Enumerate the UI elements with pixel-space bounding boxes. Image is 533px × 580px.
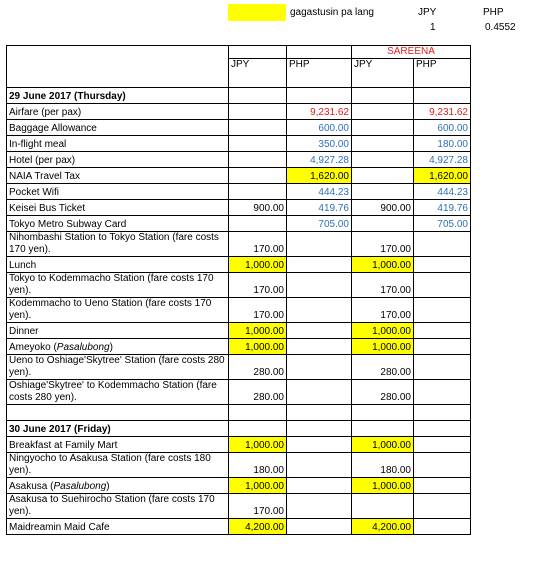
php-cell: 705.00 <box>287 216 352 232</box>
jpy-cell <box>352 152 414 168</box>
table-row <box>7 104 471 120</box>
jpy-cell: 170.00 <box>229 494 287 519</box>
table-row <box>7 453 471 478</box>
item-description: Tokyo Metro Subway Card <box>7 216 229 232</box>
table-row <box>7 273 471 298</box>
jpy-cell: 1,000.00 <box>352 478 414 494</box>
blank-cell <box>414 405 471 421</box>
jpy-cell: 1,000.00 <box>229 339 287 355</box>
php-cell <box>287 494 352 519</box>
table-row <box>7 152 471 168</box>
blank-cell <box>414 88 471 104</box>
jpy-cell: 180.00 <box>229 453 287 478</box>
php-cell: 1,620.00 <box>414 168 471 184</box>
blank-cell <box>414 421 471 437</box>
jpy-column-header: JPY <box>352 59 414 88</box>
php-cell: 9,231.62 <box>287 104 352 120</box>
item-description-end: ) <box>106 481 110 492</box>
item-description: Asakusa to Suehirocho Station (fare costs 170 yen). <box>7 494 229 519</box>
php-cell <box>414 494 471 519</box>
jpy-cell <box>352 184 414 200</box>
jpy-cell <box>229 168 287 184</box>
spacer-row <box>7 405 471 421</box>
blank-cell <box>352 88 414 104</box>
table-header-row <box>7 46 471 59</box>
blank-cell <box>287 46 352 59</box>
table-row <box>7 355 471 380</box>
blank-cell <box>229 421 287 437</box>
php-cell <box>287 339 352 355</box>
table-row <box>7 168 471 184</box>
item-description: Pocket Wifi <box>7 184 229 200</box>
item-description: Dinner <box>7 323 229 339</box>
blank-cell <box>7 405 229 421</box>
jpy-cell: 180.00 <box>352 453 414 478</box>
table-row <box>7 232 471 257</box>
table-row <box>7 184 471 200</box>
blank-cell <box>287 405 352 421</box>
php-cell <box>287 437 352 453</box>
php-column-header: PHP <box>414 59 471 88</box>
jpy-header-label: JPY <box>418 7 437 18</box>
php-rate: 0.4552 <box>485 22 516 33</box>
php-cell <box>414 355 471 380</box>
day-title: 30 June 2017 (Friday) <box>7 421 229 437</box>
day-title: 29 June 2017 (Thursday) <box>7 88 229 104</box>
table-row <box>7 298 471 323</box>
item-description-main: Ameyoko ( <box>9 342 57 353</box>
item-description: Oshiage'Skytree' to Kodemmacho Station (fare costs 280 yen). <box>7 380 229 405</box>
table-row <box>7 136 471 152</box>
item-description: Breakfast at Family Mart <box>7 437 229 453</box>
php-cell <box>287 273 352 298</box>
jpy-cell: 1,000.00 <box>229 323 287 339</box>
table-row <box>7 494 471 519</box>
php-cell: 444.23 <box>414 184 471 200</box>
jpy-cell: 1,000.00 <box>229 437 287 453</box>
jpy-cell: 170.00 <box>352 298 414 323</box>
item-description: Keisei Bus Ticket <box>7 200 229 216</box>
jpy-cell <box>352 494 414 519</box>
person-name: SAREENA <box>352 46 471 59</box>
jpy-cell: 280.00 <box>352 380 414 405</box>
blank-cell <box>229 405 287 421</box>
jpy-cell <box>229 136 287 152</box>
php-cell <box>287 519 352 535</box>
php-cell: 600.00 <box>287 120 352 136</box>
php-cell: 350.00 <box>287 136 352 152</box>
table-row <box>7 478 471 494</box>
jpy-cell <box>229 216 287 232</box>
php-cell <box>414 380 471 405</box>
currency-header-row <box>7 59 471 88</box>
jpy-cell: 170.00 <box>352 232 414 257</box>
table-row <box>7 216 471 232</box>
php-cell <box>287 453 352 478</box>
jpy-cell <box>229 184 287 200</box>
php-cell: 4,927.28 <box>287 152 352 168</box>
item-description: In-flight meal <box>7 136 229 152</box>
php-cell <box>414 298 471 323</box>
table-row <box>7 437 471 453</box>
php-cell: 1,620.00 <box>287 168 352 184</box>
day-title-row <box>7 88 471 104</box>
blank-cell <box>287 421 352 437</box>
table-row <box>7 120 471 136</box>
jpy-cell <box>352 104 414 120</box>
php-cell <box>414 453 471 478</box>
table-row <box>7 339 471 355</box>
jpy-cell: 4,200.00 <box>229 519 287 535</box>
jpy-cell <box>352 168 414 184</box>
php-cell <box>414 257 471 273</box>
php-cell: 9,231.62 <box>414 104 471 120</box>
table-row <box>7 200 471 216</box>
item-description: Ningyocho to Asakusa Station (fare costs 180 yen). <box>7 453 229 478</box>
jpy-cell <box>229 104 287 120</box>
php-cell: 419.76 <box>287 200 352 216</box>
item-description: Lunch <box>7 257 229 273</box>
item-description: Hotel (per pax) <box>7 152 229 168</box>
jpy-cell: 170.00 <box>352 273 414 298</box>
jpy-cell: 170.00 <box>229 298 287 323</box>
php-cell <box>414 232 471 257</box>
blank-cell <box>352 421 414 437</box>
jpy-rate: 1 <box>430 22 436 33</box>
item-description-italic: Pasalubong <box>53 481 107 492</box>
blank-cell <box>287 88 352 104</box>
php-cell <box>414 478 471 494</box>
php-cell <box>287 298 352 323</box>
php-cell: 444.23 <box>287 184 352 200</box>
jpy-cell <box>229 120 287 136</box>
php-cell: 705.00 <box>414 216 471 232</box>
blank-cell <box>229 46 287 59</box>
table-row <box>7 257 471 273</box>
php-cell <box>414 339 471 355</box>
jpy-cell <box>229 152 287 168</box>
table-row <box>7 519 471 535</box>
php-cell <box>414 273 471 298</box>
php-cell: 419.76 <box>414 200 471 216</box>
php-header-label: PHP <box>483 7 504 18</box>
note-label: gagastusin pa lang <box>290 7 374 18</box>
php-column-header: PHP <box>287 59 352 88</box>
item-description: Baggage Allowance <box>7 120 229 136</box>
php-cell <box>414 437 471 453</box>
jpy-cell: 280.00 <box>229 380 287 405</box>
jpy-cell <box>352 136 414 152</box>
php-cell <box>414 323 471 339</box>
jpy-cell <box>352 120 414 136</box>
jpy-cell: 1,000.00 <box>352 323 414 339</box>
item-description <box>7 339 229 355</box>
table-row <box>7 380 471 405</box>
php-cell: 600.00 <box>414 120 471 136</box>
jpy-cell: 1,000.00 <box>352 257 414 273</box>
jpy-cell: 1,000.00 <box>229 478 287 494</box>
php-cell <box>287 323 352 339</box>
item-description: Airfare (per pax) <box>7 104 229 120</box>
jpy-cell: 1,000.00 <box>229 257 287 273</box>
jpy-cell: 900.00 <box>352 200 414 216</box>
php-cell <box>287 380 352 405</box>
item-description: NAIA Travel Tax <box>7 168 229 184</box>
expense-table <box>6 45 471 535</box>
php-cell <box>287 355 352 380</box>
jpy-cell: 280.00 <box>229 355 287 380</box>
item-description-main: Asakusa ( <box>9 481 54 492</box>
blank-cell <box>229 88 287 104</box>
jpy-cell <box>352 216 414 232</box>
php-cell <box>414 519 471 535</box>
jpy-cell: 4,200.00 <box>352 519 414 535</box>
jpy-cell: 170.00 <box>229 232 287 257</box>
blank-cell <box>7 46 229 59</box>
jpy-cell: 1,000.00 <box>352 339 414 355</box>
item-description: Maidreamin Maid Cafe <box>7 519 229 535</box>
jpy-cell: 280.00 <box>352 355 414 380</box>
day-title-row <box>7 421 471 437</box>
table-row <box>7 323 471 339</box>
item-description-end: ) <box>109 342 113 353</box>
item-description <box>7 478 229 494</box>
php-cell: 4,927.28 <box>414 152 471 168</box>
item-description: Kodemmacho to Ueno Station (fare costs 170 yen). <box>7 298 229 323</box>
blank-cell <box>352 405 414 421</box>
php-cell <box>287 478 352 494</box>
php-cell <box>287 257 352 273</box>
jpy-column-header: JPY <box>229 59 287 88</box>
item-description: Tokyo to Kodemmacho Station (fare costs 170 yen). <box>7 273 229 298</box>
item-description: Nihombashi Station to Tokyo Station (fare costs 170 yen). <box>7 232 229 257</box>
item-description: Ueno to Oshiage'Skytree' Station (fare costs 280 yen). <box>7 355 229 380</box>
php-cell: 180.00 <box>414 136 471 152</box>
php-cell <box>287 232 352 257</box>
jpy-cell: 900.00 <box>229 200 287 216</box>
item-description-italic: Pasalubong <box>56 342 110 353</box>
jpy-cell: 170.00 <box>229 273 287 298</box>
blank-cell <box>7 59 229 88</box>
highlight-swatch <box>228 4 286 21</box>
jpy-cell: 1,000.00 <box>352 437 414 453</box>
